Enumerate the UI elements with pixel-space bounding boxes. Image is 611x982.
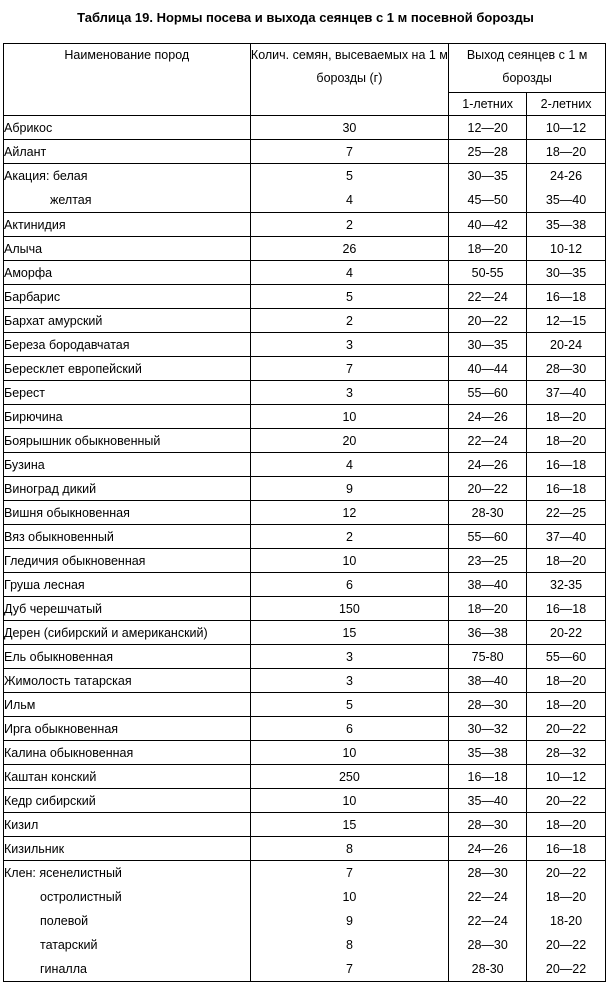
table-row — [4, 140, 606, 164]
seed-amount: 5 — [345, 169, 353, 183]
yield-one-year: 22—24 — [467, 890, 508, 904]
seed-amount: 4 — [250, 261, 449, 285]
yield-one-year: 28—30 — [449, 813, 527, 837]
species-name: Алыча — [4, 237, 251, 261]
species-name: желтая — [50, 193, 92, 207]
species-name: Барбарис — [4, 285, 251, 309]
species-name: Калина обыкновенная — [4, 741, 251, 765]
yield-one-year: 36—38 — [449, 621, 527, 645]
yield-one-year-cell — [449, 861, 527, 982]
table-row — [4, 405, 606, 429]
seed-amount: 9 — [250, 477, 449, 501]
yield-one-year: 24—26 — [449, 453, 527, 477]
seed-amount: 8 — [250, 837, 449, 861]
yield-two-year: 55—60 — [527, 645, 606, 669]
species-name: Дуб черешчатый — [4, 597, 251, 621]
species-name: Гледичия обыкновенная — [4, 549, 251, 573]
yield-one-year: 38—40 — [449, 573, 527, 597]
species-name-cell — [4, 164, 251, 213]
species-name: Бересклет европейский — [4, 357, 251, 381]
yield-two-year: 20-24 — [527, 333, 606, 357]
species-name: Каштан конский — [4, 765, 251, 789]
seed-amount: 30 — [250, 116, 449, 140]
yield-two-year: 18—20 — [527, 405, 606, 429]
seed-amount: 6 — [250, 717, 449, 741]
seed-amount: 10 — [250, 741, 449, 765]
seed-amount: 7 — [345, 962, 353, 976]
species-name: Бузина — [4, 453, 251, 477]
table-row — [4, 813, 606, 837]
yield-two-year: 18—20 — [527, 669, 606, 693]
yield-two-year: 16—18 — [527, 477, 606, 501]
species-name: татарский — [40, 938, 98, 952]
table-row — [4, 333, 606, 357]
table-row — [4, 237, 606, 261]
table-row — [4, 837, 606, 861]
yield-two-year: 35—40 — [545, 193, 587, 207]
yield-one-year: 16—18 — [449, 765, 527, 789]
yield-two-year: 20—22 — [527, 789, 606, 813]
seed-amount: 10 — [250, 549, 449, 573]
yield-two-year-cell — [527, 164, 606, 213]
yield-one-year: 18—20 — [449, 237, 527, 261]
yield-one-year: 55—60 — [449, 381, 527, 405]
seed-amount-cell — [250, 164, 449, 213]
species-name-cell — [4, 861, 251, 982]
yield-one-year: 30—35 — [467, 169, 508, 183]
species-name: Кизильник — [4, 837, 251, 861]
yield-two-year: 18—20 — [527, 813, 606, 837]
yield-one-year: 28—30 — [449, 693, 527, 717]
table-row — [4, 549, 606, 573]
table-row — [4, 309, 606, 333]
yield-two-year: 18-20 — [550, 914, 583, 928]
species-name: Акация: белая — [4, 169, 88, 183]
table-row — [4, 116, 606, 140]
seed-amount: 2 — [250, 525, 449, 549]
yield-two-year: 16—18 — [527, 597, 606, 621]
table-row — [4, 621, 606, 645]
yield-one-year: 28—30 — [467, 938, 508, 952]
yield-one-year: 22—24 — [449, 429, 527, 453]
yield-two-year: 10-12 — [527, 237, 606, 261]
seed-amount: 12 — [250, 501, 449, 525]
table-row — [4, 357, 606, 381]
seed-amount: 3 — [250, 669, 449, 693]
yield-two-year-cell — [527, 861, 606, 982]
header-two-year: 2-летних — [527, 92, 606, 115]
species-name: Аморфа — [4, 261, 251, 285]
yield-two-year: 12—15 — [527, 309, 606, 333]
table-body — [4, 116, 606, 982]
seed-amount: 5 — [250, 285, 449, 309]
species-name: полевой — [40, 914, 89, 928]
yield-two-year: 18—20 — [527, 140, 606, 164]
yield-one-year: 40—42 — [449, 213, 527, 237]
yield-two-year: 22—25 — [527, 501, 606, 525]
table-row — [4, 477, 606, 501]
seed-amount: 26 — [250, 237, 449, 261]
table-row — [4, 645, 606, 669]
seed-amount: 8 — [345, 938, 353, 952]
seed-amount: 150 — [250, 597, 449, 621]
yield-one-year: 40—44 — [449, 357, 527, 381]
seed-amount: 9 — [345, 914, 353, 928]
yield-two-year: 10—12 — [527, 765, 606, 789]
yield-one-year: 45—50 — [467, 193, 508, 207]
seed-amount: 7 — [345, 866, 353, 880]
seed-amount: 4 — [250, 453, 449, 477]
header-one-year: 1-летних — [449, 92, 527, 115]
yield-two-year: 18—20 — [527, 429, 606, 453]
yield-one-year: 30—32 — [449, 717, 527, 741]
yield-one-year: 28—30 — [467, 866, 508, 880]
table-row — [4, 693, 606, 717]
species-name: Вишня обыкновенная — [4, 501, 251, 525]
yield-one-year: 24—26 — [449, 837, 527, 861]
species-name: Кизил — [4, 813, 251, 837]
table-row — [4, 453, 606, 477]
yield-one-year: 18—20 — [449, 597, 527, 621]
yield-two-year: 30—35 — [527, 261, 606, 285]
seed-amount: 4 — [345, 193, 353, 207]
seed-amount: 10 — [342, 890, 357, 904]
table-row — [4, 429, 606, 453]
yield-one-year: 22—24 — [449, 285, 527, 309]
seed-amount: 6 — [250, 573, 449, 597]
species-name: Дерен (сибирский и американский) — [4, 621, 251, 645]
header-species-name: Наименование пород — [4, 44, 251, 116]
yield-two-year: 37—40 — [527, 525, 606, 549]
species-name: Вяз обыкновенный — [4, 525, 251, 549]
seed-amount: 250 — [250, 765, 449, 789]
yield-two-year: 20—22 — [545, 866, 587, 880]
yield-two-year: 24-26 — [550, 169, 583, 183]
seed-amount: 3 — [250, 645, 449, 669]
yield-two-year: 10—12 — [527, 116, 606, 140]
seed-amount: 2 — [250, 213, 449, 237]
yield-one-year-cell — [449, 164, 527, 213]
table-row — [4, 741, 606, 765]
yield-two-year: 32-35 — [527, 573, 606, 597]
header-seed-amount: Колич. семян, высеваемых на 1 м борозды (г) — [250, 44, 449, 116]
species-name: Боярышник обыкновенный — [4, 429, 251, 453]
species-name: Кедр сибирский — [4, 789, 251, 813]
yield-two-year: 37—40 — [527, 381, 606, 405]
table-row — [4, 501, 606, 525]
species-name: Виноград дикий — [4, 477, 251, 501]
table-row — [4, 573, 606, 597]
yield-one-year: 24—26 — [449, 405, 527, 429]
yield-two-year: 20—22 — [545, 962, 587, 976]
yield-two-year: 35—38 — [527, 213, 606, 237]
species-name: Береза бородавчатая — [4, 333, 251, 357]
table-row — [4, 261, 606, 285]
yield-one-year: 28-30 — [471, 962, 504, 976]
yield-two-year: 18—20 — [527, 549, 606, 573]
yield-one-year: 28-30 — [449, 501, 527, 525]
yield-one-year: 35—38 — [449, 741, 527, 765]
yield-two-year: 28—32 — [527, 741, 606, 765]
seed-amount: 5 — [250, 693, 449, 717]
table-header — [4, 44, 606, 116]
seed-amount: 3 — [250, 381, 449, 405]
yield-two-year: 16—18 — [527, 453, 606, 477]
species-name: Груша лесная — [4, 573, 251, 597]
seed-amount: 10 — [250, 405, 449, 429]
yield-one-year: 20—22 — [449, 309, 527, 333]
species-name: Ирга обыкновенная — [4, 717, 251, 741]
table-row — [4, 765, 606, 789]
yield-one-year: 12—20 — [449, 116, 527, 140]
seed-amount: 7 — [250, 140, 449, 164]
species-name: Жимолость татарская — [4, 669, 251, 693]
table-row — [4, 717, 606, 741]
species-name: Абрикос — [4, 116, 251, 140]
yield-one-year: 35—40 — [449, 789, 527, 813]
seed-amount: 15 — [250, 621, 449, 645]
yield-two-year: 16—18 — [527, 285, 606, 309]
species-name: Бархат амурский — [4, 309, 251, 333]
table-row — [4, 285, 606, 309]
yield-one-year: 22—24 — [467, 914, 508, 928]
yield-one-year: 20—22 — [449, 477, 527, 501]
yield-one-year: 75-80 — [449, 645, 527, 669]
yield-two-year: 16—18 — [527, 837, 606, 861]
seed-amount: 3 — [250, 333, 449, 357]
species-name: Ель обыкновенная — [4, 645, 251, 669]
table-row — [4, 861, 606, 982]
table-row — [4, 381, 606, 405]
yield-one-year: 30—35 — [449, 333, 527, 357]
table-row — [4, 525, 606, 549]
yield-one-year: 50-55 — [449, 261, 527, 285]
table-row — [4, 164, 606, 213]
table-row — [4, 669, 606, 693]
header-seedling-yield: Выход сеянцев с 1 м борозды — [449, 44, 606, 93]
species-name: Берест — [4, 381, 251, 405]
yield-two-year: 20—22 — [527, 717, 606, 741]
yield-two-year: 20-22 — [527, 621, 606, 645]
species-name: Клен: ясенелистный — [4, 866, 122, 880]
yield-one-year: 25—28 — [449, 140, 527, 164]
yield-two-year: 18—20 — [545, 890, 587, 904]
species-name: Ильм — [4, 693, 251, 717]
yield-two-year: 18—20 — [527, 693, 606, 717]
yield-two-year: 28—30 — [527, 357, 606, 381]
seed-amount: 10 — [250, 789, 449, 813]
seed-amount: 2 — [250, 309, 449, 333]
sowing-norms-table — [3, 43, 606, 982]
seed-amount: 7 — [250, 357, 449, 381]
species-name: Бирючина — [4, 405, 251, 429]
yield-one-year: 23—25 — [449, 549, 527, 573]
seed-amount: 20 — [250, 429, 449, 453]
seed-amount-cell — [250, 861, 449, 982]
seed-amount: 15 — [250, 813, 449, 837]
species-name: Айлант — [4, 140, 251, 164]
table-row — [4, 213, 606, 237]
table-title: Таблица 19. Нормы посева и выхода сеянцев с 1 м посевной борозды — [77, 10, 534, 25]
table-row — [4, 597, 606, 621]
yield-one-year: 55—60 — [449, 525, 527, 549]
yield-one-year: 38—40 — [449, 669, 527, 693]
yield-two-year: 20—22 — [545, 938, 587, 952]
table-row — [4, 789, 606, 813]
species-name: гиналла — [40, 962, 87, 976]
species-name: остролистный — [40, 890, 122, 904]
species-name: Актинидия — [4, 213, 251, 237]
